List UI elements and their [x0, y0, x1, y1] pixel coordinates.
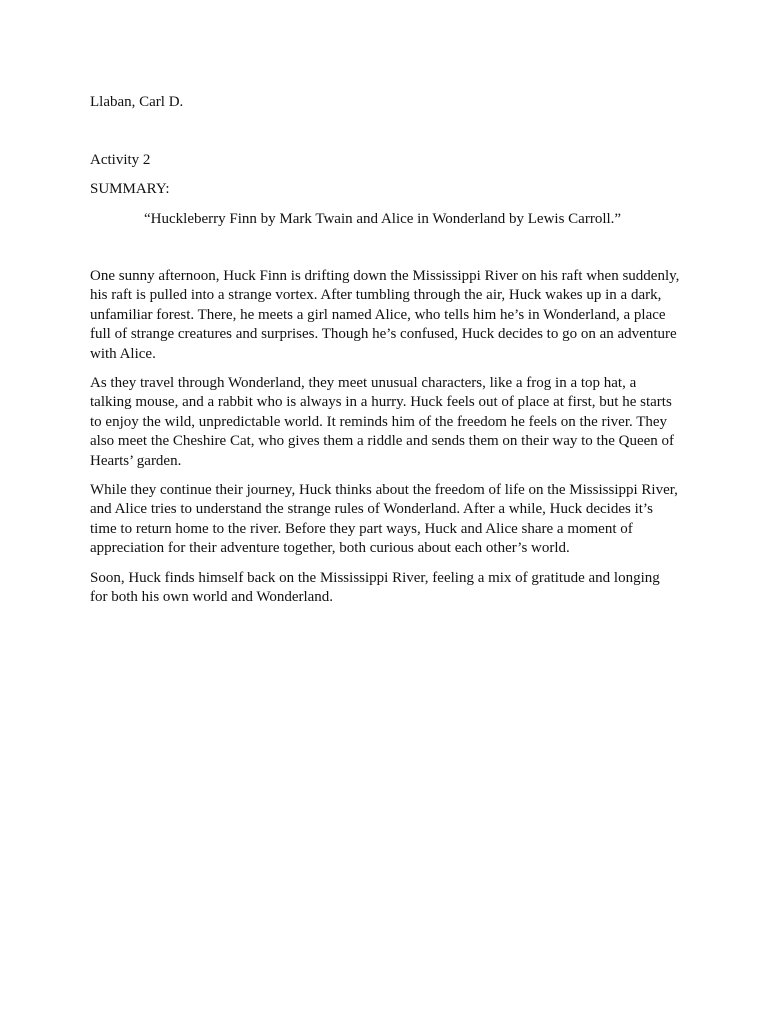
activity-heading: Activity 2: [90, 152, 151, 168]
paragraph: One sunny afternoon, Huck Finn is drifting down the Mississippi River on his raft when suddenly, his raft is pulled into a strange vortex. After tumbling through the air, Huck wakes up in a dark, unfamiliar forest. There, he meets a girl named Alice, who tells him he’s in Wonderland, a place full of strange creatures and surprises. Though he’s confused, Huck decides to go on an adventure with Alice.: [90, 268, 680, 362]
summary-paragraphs: [90, 267, 680, 608]
paragraph: Soon, Huck finds himself back on the Mississippi River, feeling a mix of gratitude and longing for both his own world and Wonderland.: [90, 569, 660, 606]
paragraph: As they travel through Wonderland, they meet unusual characters, like a frog in a top hat, a talking mouse, and a rabbit who is always in a hurry. Huck feels out of place at first, but he starts to enjoy the wild, unpredictable world. It reminds him of the freedom he feels on the river. They also meet the Cheshire Cat, who gives them a riddle and sends them on their way to the Queen of Hearts’ garden.: [90, 375, 675, 469]
summary-title: “Huckleberry Finn by Mark Twain and Alice in Wonderland by Lewis Carroll.”: [144, 211, 622, 227]
author-name: Llaban, Carl D.: [90, 94, 184, 110]
summary-label: SUMMARY:: [90, 181, 170, 197]
document-body: [90, 92, 680, 618]
paragraph: While they continue their journey, Huck thinks about the freedom of life on the Mississippi River, and Alice tries to understand the strange rules of Wonderland. After a while, Huck decides it’s time to return home to the river. Before they part ways, Huck and Alice share a moment of appreciation for their adventure together, both curious about each other’s world.: [90, 482, 678, 557]
